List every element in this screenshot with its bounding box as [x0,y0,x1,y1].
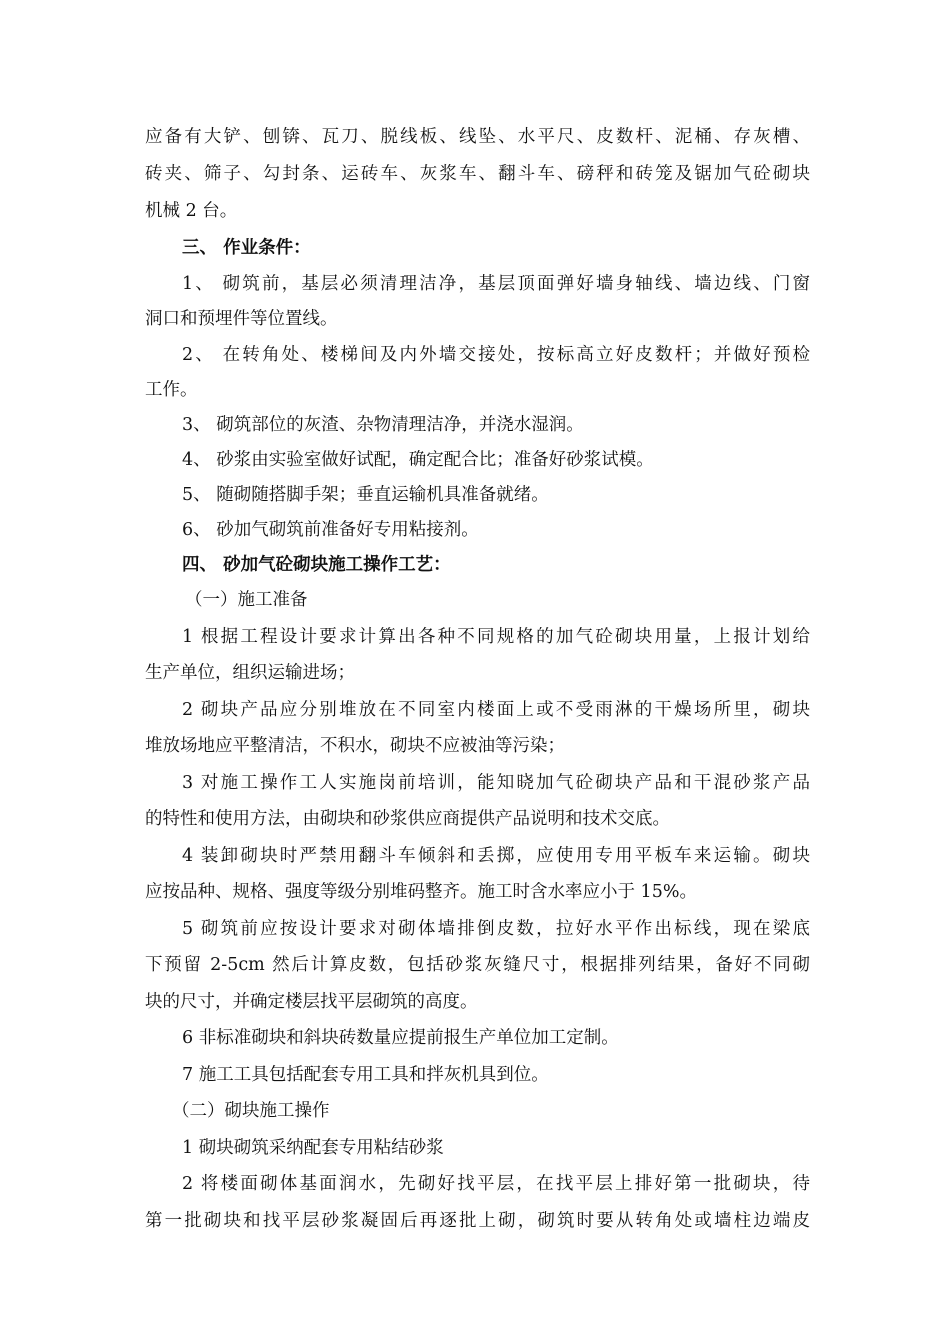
section-heading: 四、 砂加气砼砌块施工操作工艺： [182,555,451,575]
text-line: 7 施工工具包括配套专用工具和拌灰机具到位。 [182,1065,549,1085]
text-line: 4 装卸砌块时严禁用翻斗车倾斜和丢掷，应使用专用平板车来运输。砌块 [182,846,810,866]
text-line: 1、 砌筑前，基层必须清理洁净，基层顶面弹好墙身轴线、墙边线、门窗 [182,274,810,294]
text-line: 工作。 [145,380,198,400]
text-line: 2 将楼面砌体基面润水，先砌好找平层，在找平层上排好第一批砌块，待 [182,1174,810,1194]
text-line: 机械 2 台。 [145,201,238,221]
subsection-heading: （二）砌块施工操作 [172,1101,330,1121]
text-line: 的特性和使用方法，由砌块和砂浆供应商提供产品说明和技术交底。 [145,809,670,829]
text-line: 1 根据工程设计要求计算出各种不同规格的加气砼砌块用量，上报计划给 [182,627,810,647]
section-heading: 三、 作业条件： [182,238,311,258]
text-line: 洞口和预埋件等位置线。 [145,309,338,329]
text-line: 第一批砌块和找平层砂浆凝固后再逐批上砌，砌筑时要从转角处或墙柱边端皮 [145,1211,810,1231]
text-line: 5 砌筑前应按设计要求对砌体墙排倒皮数，拉好水平作出标线，现在梁底 [182,919,810,939]
text-line: 下预留 2-5cm 然后计算皮数，包括砂浆灰缝尺寸，根据排列结果，备好不同砌 [145,955,810,975]
text-line: 3、 砌筑部位的灰渣、杂物清理洁净，并浇水湿润。 [182,415,584,435]
text-line: 2 砌块产品应分别堆放在不同室内楼面上或不受雨淋的干燥场所里，砌块 [182,700,810,720]
text-line: 生产单位，组织运输进场； [145,663,355,683]
text-line: 2、 在转角处、楼梯间及内外墙交接处，按标高立好皮数杆；并做好预检 [182,345,810,365]
text-line: 砖夹、筛子、勾封条、运砖车、灰浆车、翻斗车、磅秤和砖笼及锯加气砼砌块 [145,164,810,184]
text-line: 5、 随砌随搭脚手架；垂直运输机具准备就绪。 [182,485,549,505]
text-line: 应备有大铲、刨锛、瓦刀、脱线板、线坠、水平尺、皮数杆、泥桶、存灰槽、 [145,127,810,147]
text-line: 堆放场地应平整清洁，不积水，砌块不应被油等污染； [145,736,565,756]
text-line: 6、 砂加气砌筑前准备好专用粘接剂。 [182,520,479,540]
subsection-heading: （一）施工准备 [185,590,308,610]
text-line: 6 非标准砌块和斜块砖数量应提前报生产单位加工定制。 [182,1028,619,1048]
text-line: 应按品种、规格、强度等级分别堆码整齐。施工时含水率应小于 15%。 [145,882,697,902]
text-line: 4、 砂浆由实验室做好试配，确定配合比；准备好砂浆试模。 [182,450,654,470]
text-line: 块的尺寸，并确定楼层找平层砌筑的高度。 [145,992,478,1012]
text-line: 1 砌块砌筑采纳配套专用粘结砂浆 [182,1138,444,1158]
text-line: 3 对施工操作工人实施岗前培训，能知晓加气砼砌块产品和干混砂浆产品 [182,773,810,793]
